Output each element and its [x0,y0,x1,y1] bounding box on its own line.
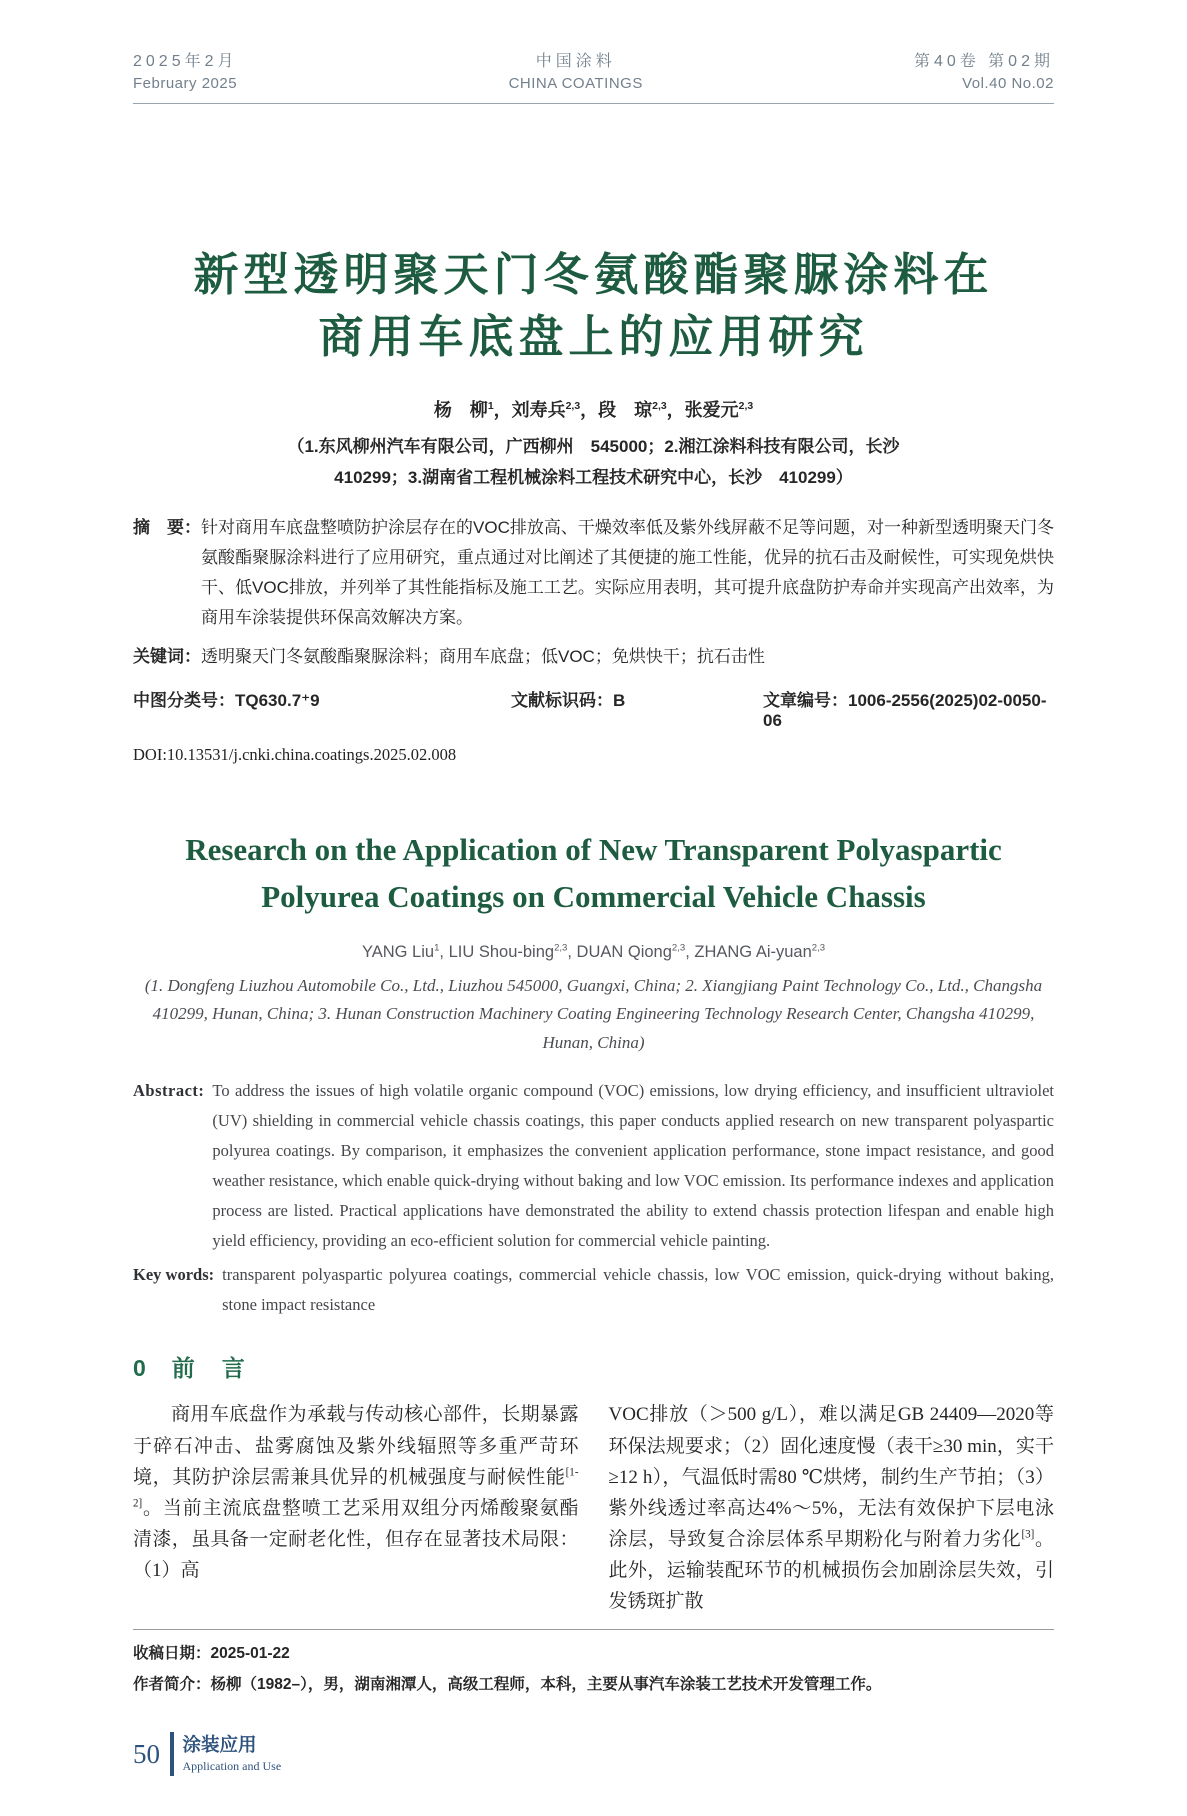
article-title-cn [133,244,1054,368]
abstract-en-label: Abstract: [133,1081,205,1101]
author-separator: , [439,942,449,961]
author-cn [512,400,599,420]
author-separator: ， [666,400,685,421]
author-separator: ， [493,400,512,421]
issue-date-cn: 2025年2月 [133,53,238,70]
footnote-block [133,1629,1054,1698]
title-cn-line1: 新型透明聚天门冬氨酸酯聚脲涂料在 [193,248,994,300]
section-heading-0 [133,1350,1054,1383]
journal-name-en: CHINA COATINGS [508,75,643,93]
keywords-en [133,1260,1054,1320]
section-number: 0 [133,1355,146,1382]
authors-cn [133,396,1054,422]
author-affil-sup: 1 [434,942,440,954]
abstract-cn-text: 针对商用车底盘整喷防护涂层存在的VOC排放高、干燥效率低及紫外线屏蔽不足等问题，对一种新型透明聚天门冬氨酸酯聚脲涂料进行了应用研究，重点通过对比阐述了其便捷的施工性能，优异的抗石击及耐候性，可实现免烘快干、低VOC排放，并列举了其性能指标及施工工艺。实际应用表明，其可提升底盘防护寿命并实现高产出效率，为商用车涂装提供环保高效解决方案。 [201,518,1054,627]
author-separator: , [685,942,695,961]
keywords-cn-label: 关键词： [133,647,201,667]
footer-column-name [183,1734,282,1773]
author-affil-sup: 2,3 [671,942,686,954]
author-en [694,943,825,961]
title-cn-line2: 商用车底盘上的应用研究 [318,311,869,363]
article-id: 文章编号：1006-2556(2025)02-0050-06 [763,691,1047,731]
citation-ref: [3] [1021,1528,1035,1541]
author-name: 张爱元 [684,400,739,421]
body-paragraph [609,1399,1055,1617]
body-column-left [133,1399,579,1617]
article-meta-row [133,686,1054,731]
author-en [577,943,695,961]
author-affil-sup: 2,3 [554,942,568,954]
section-title: 前 言 [171,1355,247,1382]
author-name: YANG Liu [361,942,435,961]
abstract-cn [133,513,1054,632]
doi: DOI:10.13531/j.cnki.china.coatings.2025.02.008 [133,745,457,765]
keywords-en-text: transparent polyaspartic polyurea coatings, commercial vehicle chassis, low VOC emission, quick-drying without baking, stone impact resistance [222,1265,1054,1315]
author-cn [685,400,754,420]
column-name-cn: 涂装应用 [182,1734,257,1756]
author-cn [434,400,512,420]
author-affil-sup: 2,3 [652,401,667,413]
author-affil-sup: 1 [487,401,494,413]
author-cn [598,400,685,420]
column-name-en: Application and Use [182,1758,282,1773]
affiliations-en: (1. Dongfeng Liuzhou Automobile Co., Ltd., Liuzhou 545000, Guangxi, China; 2. Xiangjiang Paint Technology Co., Ltd., Changsha 410299, Hunan, China; 3. Hunan Construction Machinery Coating Engineering Technology Research Center, Changsha 410299, Hunan, China) [144,975,1043,1053]
author-en [362,943,449,961]
journal-name-cn: 中国涂料 [535,53,616,70]
author-affil-sup: 2,3 [565,401,581,413]
author-bio: 作者简介：杨柳（1982–），男，湖南湘潭人，高级工程师，本科，主要从事汽车涂装工艺技术开发管理工作。 [133,1676,882,1694]
body-text: VOC排放（＞500 g/L），难以满足GB 24409—2020等环保法规要求；（2）固化速度慢（表干≥30 min，实干≥12 h），气温低时需80 ℃烘烤，制约生产节拍；（3）紫外线透过率高达4%～5%，无法有效保护下层电泳涂层，导致复合涂层体系早期粉化与附着力劣化 [608,1404,1054,1550]
header-volume-issue [914,50,1054,95]
body-paragraph [133,1399,579,1586]
body-columns [133,1399,1054,1617]
received-date: 收稿日期：2025-01-22 [133,1645,290,1663]
affiliations-cn: （1.东风柳州汽车有限公司，广西柳州 545000；2.湘江涂料科技有限公司，长沙 410299；3.湖南省工程机械涂料工程技术研究中心，长沙 410299） [287,437,917,487]
journal-header [133,50,1054,104]
author-affil-sup: 2,3 [738,401,754,413]
document-code: 文献标识码：B [511,691,626,711]
author-name: 杨 柳 [433,400,488,421]
author-affil-sup: 2,3 [811,942,826,954]
page-number: 50 [133,1738,160,1769]
clc-number: 中图分类号：TQ630.7⁺9 [133,691,320,711]
abstract-cn-label: 摘 要： [133,518,201,538]
header-journal-name [509,50,643,95]
author-en [449,943,577,961]
volume-issue-en: Vol.40 No.02 [962,75,1054,93]
author-name: DUAN Qiong [576,942,672,961]
keywords-cn [133,642,1054,672]
body-text: 商用车底盘作为承载与传动核心部件，长期暴露于碎石冲击、盐雾腐蚀及紫外线辐照等多重严苛环境，其防护涂层需兼具优异的机械强度与耐候性能 [133,1404,579,1488]
header-issue-date [133,50,238,95]
body-column-right [609,1399,1055,1617]
author-name: LIU Shou-bing [448,942,555,961]
author-separator: ， [580,400,599,421]
author-name: ZHANG Ai-yuan [694,942,812,961]
body-text: 。此外，运输装配环节的机械损伤会加剧涂层失效，引发锈斑扩散 [608,1528,1054,1613]
author-name: 段 琼 [598,400,653,421]
article-title-en: Research on the Application of New Transparent Polyaspartic Polyurea Coatings on Commercial Vehicle Chassis [185,832,1002,914]
page-footer [133,1732,1054,1776]
citation-ref: [1-2] [133,1466,579,1510]
footer-divider-bar [170,1732,174,1776]
body-text: 。当前主流底盘整喷工艺采用双组分丙烯酸聚氨酯清漆，虽具备一定耐老化性，但存在显著技术局限：（1）高 [133,1497,579,1582]
keywords-en-label: Key words: [133,1265,215,1285]
abstract-en-text: To address the issues of high volatile organic compound (VOC) emissions, low drying efficiency, and insufficient ultraviolet (UV) shielding in commercial vehicle chassis coatings, this paper conducts applied research on new transparent polyaspartic polyurea coatings. By comparison, it emphasizes the convenient application performance, stone impact resistance, and good weather resistance, which enable quick-drying without baking and low VOC emission. Its performance indexes and application process are listed. Practical applications have demonstrated the ability to extend chassis protection lifespan and enable high yield efficiency, providing an eco-efficient solution for commercial vehicle painting. [212,1081,1054,1251]
author-separator: , [567,942,577,961]
abstract-en [133,1076,1054,1256]
author-name: 刘寿兵 [511,400,566,421]
keywords-cn-text: 透明聚天门冬氨酸酯聚脲涂料；商用车底盘；低VOC；免烘快干；抗石击性 [201,647,765,667]
volume-issue-cn: 第40卷 第02期 [913,53,1054,70]
issue-date-en: February 2025 [133,75,238,93]
authors-en [133,942,1054,962]
